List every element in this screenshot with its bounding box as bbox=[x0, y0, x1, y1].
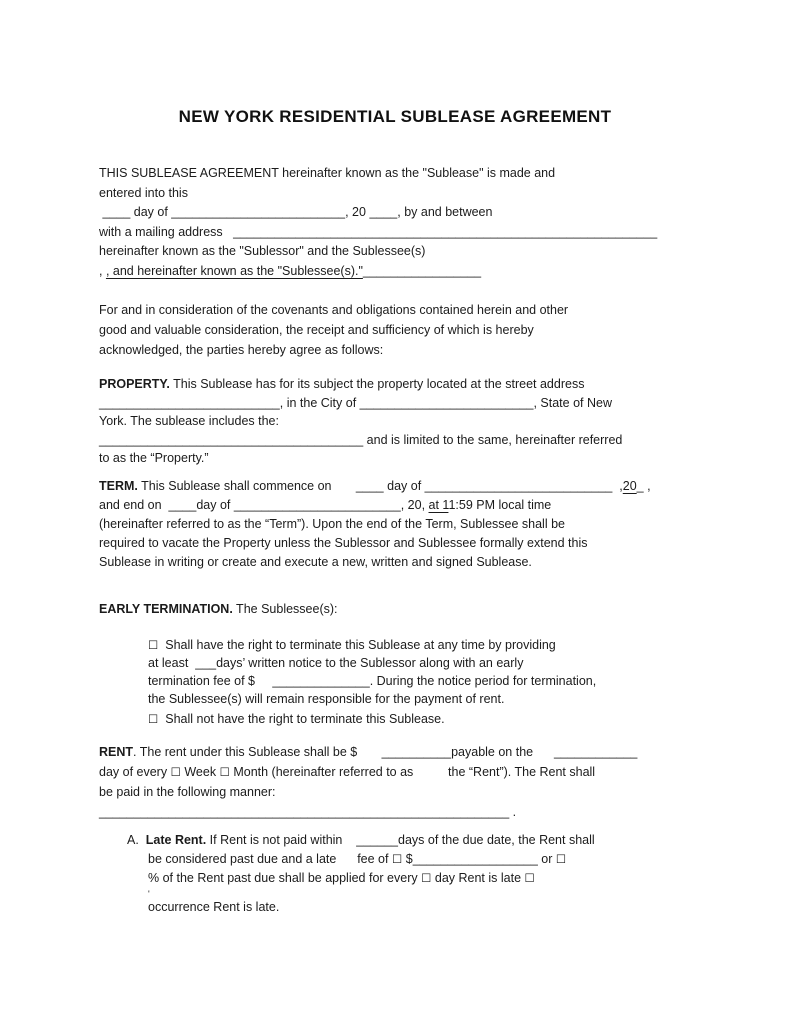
text-line bbox=[127, 850, 595, 869]
text-line bbox=[99, 534, 651, 553]
text-run: Month (hereinafter referred to as bbox=[229, 765, 449, 779]
text-line bbox=[99, 184, 657, 204]
blank-field[interactable]: _________________________ bbox=[171, 205, 346, 219]
text-line bbox=[99, 262, 657, 282]
blank-field[interactable]: ______________ bbox=[272, 674, 370, 688]
text-run: For and in consideration of the covenants and obligations contained herein and other bbox=[99, 303, 569, 317]
paragraph-property bbox=[99, 375, 622, 468]
blank-field[interactable]: ___________________________ bbox=[424, 479, 613, 493]
text-line bbox=[99, 203, 657, 223]
text-run: Shall have the right to terminate this Sublease at any time by providing bbox=[158, 638, 556, 652]
document-title: NEW YORK RESIDENTIAL SUBLEASE AGREEMENT bbox=[178, 107, 612, 126]
paragraph-intro bbox=[99, 164, 657, 281]
text-run: PROPERTY. bbox=[99, 377, 170, 391]
checkbox-icon[interactable]: ☐ bbox=[421, 871, 432, 885]
blank-field[interactable]: _________________________ bbox=[359, 395, 534, 410]
text-run: termination fee of $ bbox=[148, 674, 273, 688]
text-run: The Sublessee(s): bbox=[232, 602, 338, 616]
blank-field[interactable]: ____ bbox=[355, 479, 384, 493]
text-line bbox=[99, 340, 568, 360]
text-line bbox=[99, 242, 657, 262]
text-run: , State of New bbox=[533, 395, 612, 410]
text-run: A. bbox=[127, 833, 146, 847]
text-line bbox=[99, 802, 637, 822]
text-run: Sublease in writing or create and execute a new, written and signed Sublease. bbox=[99, 555, 532, 569]
text-run: , 20 bbox=[345, 205, 370, 219]
text-line bbox=[99, 412, 622, 431]
text-run: the Sublessee(s) will remain responsible for the payment of rent. bbox=[148, 692, 505, 706]
text-run: day Rent is late bbox=[431, 871, 525, 885]
text-line bbox=[99, 600, 338, 620]
text-line bbox=[148, 636, 596, 654]
text-run: 1:59 PM local time bbox=[448, 498, 552, 512]
text-run: day of every bbox=[99, 765, 171, 779]
text-run: (hereinafter referred to as the “Term”). Upon the end of the Term, Sublessee shall be bbox=[99, 517, 565, 531]
paragraph-consideration bbox=[99, 300, 568, 360]
text-run: days’ written notice to the Sublessor along with an early bbox=[216, 656, 524, 670]
blank-field[interactable]: ______________________________________ bbox=[99, 432, 364, 447]
blank-field[interactable]: ________________________ bbox=[233, 498, 401, 512]
text-line bbox=[99, 742, 637, 762]
text-run: fee of bbox=[357, 852, 392, 866]
text-run: at least bbox=[148, 656, 196, 670]
text-line bbox=[99, 477, 651, 496]
text-run: , 20, bbox=[400, 498, 429, 512]
text-run: York. The sublease includes the: bbox=[99, 414, 279, 428]
paragraph-early-termination-header bbox=[99, 600, 338, 620]
text-run: 20 bbox=[622, 479, 637, 493]
text-run: day of bbox=[196, 498, 234, 512]
text-line bbox=[148, 672, 596, 690]
text-run: , and hereinafter known as the "Sublessee(s)." bbox=[105, 263, 363, 278]
blank-field[interactable]: ______ bbox=[356, 833, 398, 847]
text-run: , bbox=[612, 479, 623, 493]
blank-field[interactable]: ____________ bbox=[553, 745, 638, 759]
blank-field[interactable]: ____ bbox=[369, 205, 398, 219]
paragraph-late-rent bbox=[127, 831, 595, 917]
text-run: ' bbox=[148, 889, 150, 899]
text-run: entered into this bbox=[99, 185, 188, 200]
text-line bbox=[99, 431, 622, 450]
text-line bbox=[99, 300, 568, 320]
text-line bbox=[99, 553, 651, 572]
blank-field[interactable]: ___________________________________________________________ bbox=[99, 805, 510, 819]
blank-field[interactable]: _ bbox=[636, 479, 644, 493]
text-run: and is limited to the same, hereinafter referred bbox=[363, 432, 623, 447]
text-run: required to vacate the Property unless the Sublessor and Sublessee formally extend this bbox=[99, 536, 588, 550]
text-run: with a mailing address bbox=[99, 224, 234, 239]
text-run: occurrence Rent is late. bbox=[148, 900, 280, 914]
text-run: or bbox=[537, 852, 556, 866]
blank-field[interactable]: __________________________ bbox=[99, 395, 280, 410]
text-line bbox=[148, 690, 596, 708]
text-run: , bbox=[643, 479, 651, 493]
text-line bbox=[99, 375, 622, 394]
blank-field[interactable]: _________________ bbox=[362, 263, 482, 278]
text-line bbox=[148, 654, 596, 672]
text-run: , by and between bbox=[397, 205, 493, 219]
text-run: day of bbox=[383, 479, 425, 493]
text-line bbox=[99, 515, 651, 534]
text-line bbox=[99, 449, 622, 468]
paragraph-early-termination-option1 bbox=[148, 636, 596, 708]
checkbox-icon[interactable]: ☐ bbox=[555, 852, 567, 866]
checkbox-icon[interactable]: ☐ bbox=[148, 638, 159, 652]
text-run: to as the “Property.” bbox=[99, 451, 209, 465]
text-line bbox=[127, 888, 595, 898]
text-run: good and valuable consideration, the receipt and sufficiency of which is hereby bbox=[99, 323, 534, 337]
checkbox-icon[interactable]: ☐ bbox=[170, 765, 181, 779]
blank-field[interactable]: ___ bbox=[195, 656, 217, 670]
text-run: acknowledged, the parties hereby agree as follows: bbox=[99, 343, 384, 357]
text-run: THIS SUBLEASE AGREEMENT hereinafter known as the "Sublease" is made and bbox=[99, 166, 556, 180]
text-line bbox=[99, 762, 637, 782]
text-run: This Sublease has for its subject the property located at the street address bbox=[169, 377, 585, 391]
checkbox-icon[interactable]: ☐ bbox=[524, 871, 535, 885]
text-run: be paid in the following manner: bbox=[99, 785, 276, 799]
text-run: . bbox=[509, 805, 517, 819]
text-run: , in the City of bbox=[279, 395, 360, 410]
text-run: day of bbox=[130, 205, 172, 219]
text-run: be considered past due and a late bbox=[148, 852, 358, 866]
text-run: Week bbox=[180, 765, 220, 779]
text-run: EARLY TERMINATION. bbox=[99, 602, 233, 616]
text-run: RENT bbox=[99, 745, 134, 759]
text-run: at 1 bbox=[428, 498, 449, 512]
text-line bbox=[127, 898, 595, 917]
text-line bbox=[99, 223, 657, 243]
text-run: the “Rent”). The Rent shall bbox=[448, 765, 596, 779]
text-line bbox=[99, 320, 568, 340]
text-run: If Rent is not paid within bbox=[206, 833, 357, 847]
text-run: hereinafter known as the "Sublessor" and the Sublessee(s) bbox=[99, 244, 426, 258]
text-run: Late Rent. bbox=[145, 833, 207, 847]
text-run: % of the Rent past due shall be applied for every bbox=[148, 871, 422, 885]
text-line bbox=[99, 782, 637, 802]
checkbox-icon[interactable]: ☐ bbox=[219, 765, 230, 779]
paragraph-term bbox=[99, 477, 651, 572]
blank-field[interactable]: _____________________________________________________________ bbox=[233, 224, 658, 239]
text-line bbox=[127, 869, 595, 888]
paragraph-early-termination-option2 bbox=[148, 710, 445, 730]
checkbox-icon[interactable]: ☐ bbox=[148, 712, 159, 726]
text-run: Shall not have the right to terminate this Sublease. bbox=[158, 712, 445, 726]
text-run: $ bbox=[402, 852, 413, 866]
paragraph-rent bbox=[99, 742, 637, 822]
text-run: payable on the bbox=[451, 745, 554, 759]
text-line bbox=[99, 496, 651, 515]
blank-field[interactable]: __________________ bbox=[412, 852, 538, 866]
text-run: and end on bbox=[99, 498, 169, 512]
text-line bbox=[127, 831, 595, 850]
text-line bbox=[99, 164, 657, 184]
checkbox-icon[interactable]: ☐ bbox=[391, 852, 403, 866]
text-run: , bbox=[99, 263, 106, 278]
blank-field[interactable]: ____ bbox=[168, 498, 197, 512]
text-run: days of the due date, the Rent shall bbox=[398, 833, 595, 847]
text-line bbox=[148, 710, 445, 730]
text-run: This Sublease shall commence on bbox=[137, 479, 356, 493]
blank-field[interactable]: __________ bbox=[381, 745, 452, 759]
text-line bbox=[99, 394, 622, 413]
blank-field[interactable]: ____ bbox=[102, 205, 131, 219]
text-run: . During the notice period for termination, bbox=[369, 674, 597, 688]
text-run: . The rent under this Sublease shall be $ bbox=[133, 745, 382, 759]
text-run: TERM. bbox=[99, 479, 138, 493]
